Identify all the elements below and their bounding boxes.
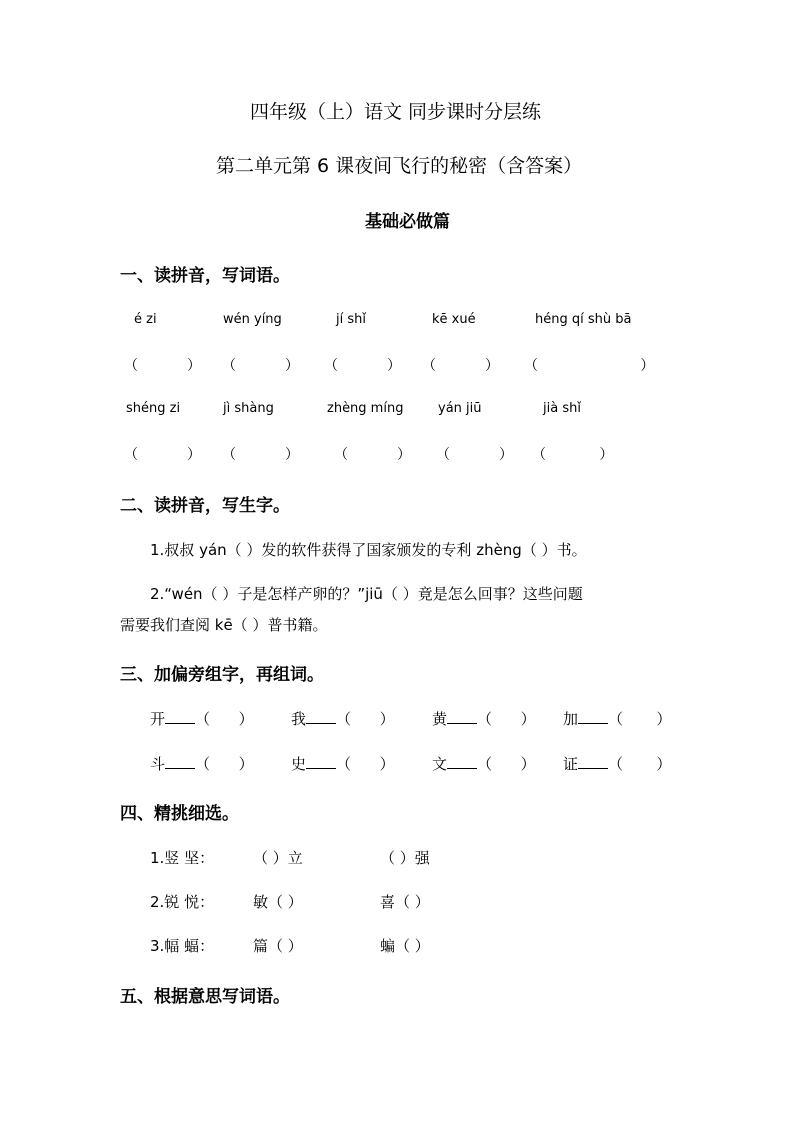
sentence-1: 1.叔叔 yán（ ）发的软件获得了国家颁发的专利 zhèng（ ）书。 bbox=[150, 541, 587, 559]
pinyin-item: wén yíng bbox=[223, 312, 282, 327]
fill-line[interactable] bbox=[306, 711, 336, 724]
choice-blank-a[interactable]: 敏（ ） bbox=[253, 893, 303, 911]
radical-item: 我 （ ） bbox=[291, 710, 395, 728]
lesson-title: 第二单元第 6 课夜间飞行的秘密（含答案） bbox=[216, 155, 583, 177]
base-char: 史 bbox=[291, 755, 307, 773]
sentence-2-continued: 需要我们查阅 kē（ ）普书籍。 bbox=[120, 616, 328, 634]
answer-blank[interactable]: （ ） bbox=[324, 358, 401, 374]
fill-line[interactable] bbox=[578, 756, 608, 769]
base-char: 开 bbox=[150, 710, 166, 728]
radical-item: 开 （ ） bbox=[150, 710, 254, 728]
radical-item: 证 （ ） bbox=[563, 755, 672, 773]
choice-label: 1.竖 坚： bbox=[150, 849, 215, 867]
sentence-2: 2.“wén（ ）子是怎样产卵的？”jiū（ ）竟是怎么回事？这些问题 bbox=[150, 585, 583, 603]
fill-line[interactable] bbox=[447, 756, 477, 769]
fill-line[interactable] bbox=[165, 756, 195, 769]
base-char: 文 bbox=[432, 755, 448, 773]
answer-blank[interactable]: （ ） bbox=[532, 447, 614, 463]
section-3-heading: 三、加偏旁组字，再组词。 bbox=[120, 665, 324, 685]
radical-item: 加 （ ） bbox=[563, 710, 672, 728]
radical-item: 史 （ ） bbox=[291, 755, 395, 773]
pinyin-item: yán jiū bbox=[438, 401, 482, 416]
answer-blank[interactable]: （ ） bbox=[222, 447, 299, 463]
answer-blank[interactable]: （ ） bbox=[422, 358, 499, 374]
answer-blank[interactable]: （ ） bbox=[124, 447, 201, 463]
fill-line[interactable] bbox=[306, 756, 336, 769]
choice-blank-a[interactable]: （ ）立 bbox=[253, 849, 303, 867]
section-4-heading: 四、精挑细选。 bbox=[120, 804, 239, 824]
section-1-heading: 一、读拼音，写词语。 bbox=[120, 266, 290, 286]
fill-line[interactable] bbox=[447, 711, 477, 724]
base-char: 证 bbox=[563, 755, 579, 773]
choice-blank-b[interactable]: 喜（ ） bbox=[380, 893, 430, 911]
answer-blank[interactable]: （ ） bbox=[334, 447, 411, 463]
radical-item: 黄 （ ） bbox=[432, 710, 536, 728]
base-char: 斗 bbox=[150, 755, 166, 773]
document-title: 四年级（上）语文 同步课时分层练 bbox=[250, 101, 542, 123]
fill-line[interactable] bbox=[578, 711, 608, 724]
answer-blank[interactable]: （ ） bbox=[222, 358, 299, 374]
section-2-heading: 二、读拼音，写生字。 bbox=[120, 496, 290, 516]
radical-item: 斗 （ ） bbox=[150, 755, 254, 773]
choice-blank-a[interactable]: 篇（ ） bbox=[253, 937, 303, 955]
answer-blank[interactable]: （ ） bbox=[524, 358, 655, 374]
choice-label: 2.锐 悦： bbox=[150, 893, 215, 911]
section-group-title: 基础必做篇 bbox=[365, 212, 450, 232]
base-char: 加 bbox=[563, 710, 579, 728]
base-char: 我 bbox=[291, 710, 307, 728]
pinyin-item: kē xué bbox=[432, 312, 476, 327]
choice-blank-b[interactable]: 蝙（ ） bbox=[380, 937, 430, 955]
pinyin-item: héng qí shù bā bbox=[535, 312, 632, 327]
fill-line[interactable] bbox=[165, 711, 195, 724]
pinyin-item: jià shǐ bbox=[543, 401, 581, 416]
pinyin-item: é zi bbox=[134, 312, 157, 327]
pinyin-item: shéng zi bbox=[126, 401, 181, 416]
radical-item: 文 （ ） bbox=[432, 755, 536, 773]
pinyin-item: jí shǐ bbox=[336, 312, 366, 327]
answer-blank[interactable]: （ ） bbox=[124, 358, 201, 374]
section-5-heading: 五、根据意思写词语。 bbox=[120, 987, 290, 1007]
base-char: 黄 bbox=[432, 710, 448, 728]
choice-label: 3.幅 蝠： bbox=[150, 937, 215, 955]
pinyin-item: zhèng míng bbox=[327, 401, 404, 416]
choice-blank-b[interactable]: （ ）强 bbox=[380, 849, 430, 867]
pinyin-item: jì shàng bbox=[223, 401, 274, 416]
answer-blank[interactable]: （ ） bbox=[436, 447, 513, 463]
